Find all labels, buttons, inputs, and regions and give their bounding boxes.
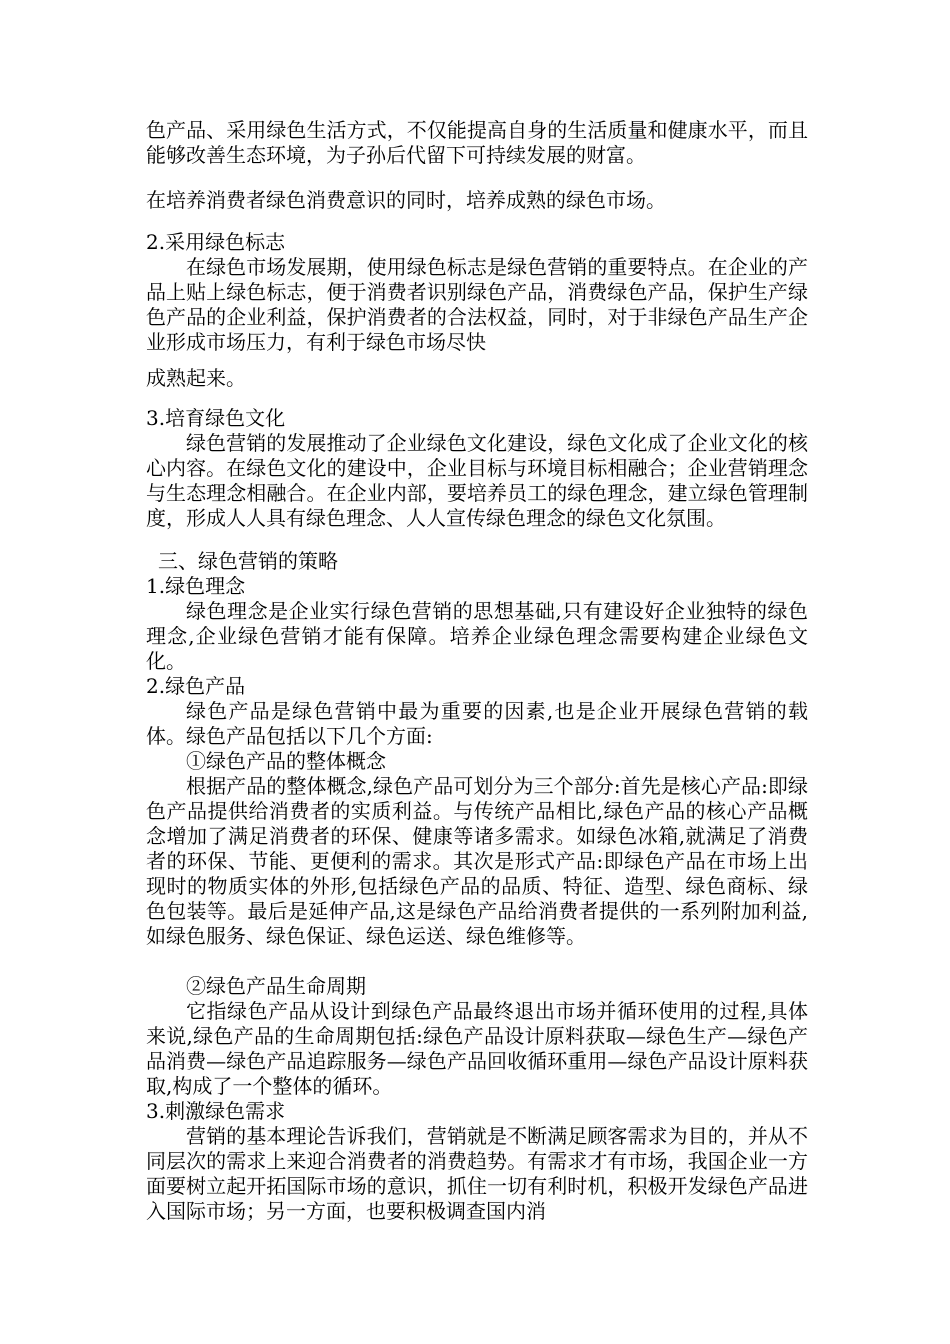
heading-green-culture: 3.培育绿色文化	[146, 406, 286, 430]
heading-green-product: 2.绿色产品	[146, 674, 246, 698]
paragraph-green-concept: 绿色理念是企业实行绿色营销的思想基础,只有建设好企业独特的绿色理念,企业绿色营销才能有保障。培养企业绿色理念需要构建企业绿色文化。	[146, 599, 808, 673]
intro-paragraph-1: 色产品、采用绿色生活方式，不仅能提高自身的生活质量和健康水平，而且能够改善生态环境，为子孙后代留下可持续发展的财富。	[146, 118, 808, 167]
subheading-overall-concept: ①绿色产品的整体概念	[186, 749, 386, 773]
paragraph-green-product: 绿色产品是绿色营销中最为重要的因素,也是企业开展绿色营销的载体。绿色产品包括以下几个方面:	[146, 699, 808, 748]
heading-stimulate-demand: 3.刺激绿色需求	[146, 1099, 286, 1123]
intro-paragraph-2: 在培养消费者绿色消费意识的同时，培养成熟的绿色市场。	[146, 188, 666, 212]
heading-green-label: 2.采用绿色标志	[146, 230, 286, 254]
paragraph-life-cycle: 它指绿色产品从设计到绿色产品最终退出市场并循环使用的过程,具体来说,绿色产品的生命周期包括:绿色产品设计原料获取—绿色生产—绿色产品消费—绿色产品追踪服务—绿色产品回收循环重用—绿色产品设计原料获取,构成了一个整体的循环。	[146, 999, 808, 1098]
heading-green-concept: 1.绿色理念	[146, 574, 246, 598]
subheading-life-cycle: ②绿色产品生命周期	[186, 974, 366, 998]
paragraph-green-label-tail: 成熟起来。	[146, 366, 246, 390]
paragraph-overall-concept: 根据产品的整体概念,绿色产品可划分为三个部分:首先是核心产品:即绿色产品提供给消费者的实质利益。与传统产品相比,绿色产品的核心产品概念增加了满足消费者的环保、健康等诸多需求。如绿色冰箱,就满足了消费者的环保、节能、更便利的需求。其次是形式产品:即绿色产品在市场上出现时的物质实体的外形,包括绿色产品的品质、特征、造型、绿色商标、绿色包装等。最后是延伸产品,这是绿色产品给消费者提供的一系列附加利益,如绿色服务、绿色保证、绿色运送、绿色维修等。	[146, 774, 808, 948]
paragraph-green-label: 在绿色市场发展期，使用绿色标志是绿色营销的重要特点。在企业的产品上贴上绿色标志，便于消费者识别绿色产品，消费绿色产品，保护生产绿色产品的企业利益，保护消费者的合法权益，同时，对于非绿色产品生产企业形成市场压力，有利于绿色市场尽快	[146, 255, 808, 354]
paragraph-stimulate-demand: 营销的基本理论告诉我们，营销就是不断满足顾客需求为目的，并从不同层次的需求上来迎合消费者的消费趋势。有需求才有市场，我国企业一方面要树立起开拓国际市场的意识，抓住一切有利时机，积极开发绿色产品进入国际市场；另一方面，也要积极调查国内消	[146, 1124, 808, 1223]
section-title: 三、绿色营销的策略	[158, 549, 338, 573]
paragraph-green-culture: 绿色营销的发展推动了企业绿色文化建设，绿色文化成了企业文化的核心内容。在绿色文化的建设中，企业目标与环境目标相融合；企业营销理念与生态理念相融合。在企业内部，要培养员工的绿色理念，建立绿色管理制度，形成人人具有绿色理念、人人宣传绿色理念的绿色文化氛围。	[146, 431, 808, 530]
